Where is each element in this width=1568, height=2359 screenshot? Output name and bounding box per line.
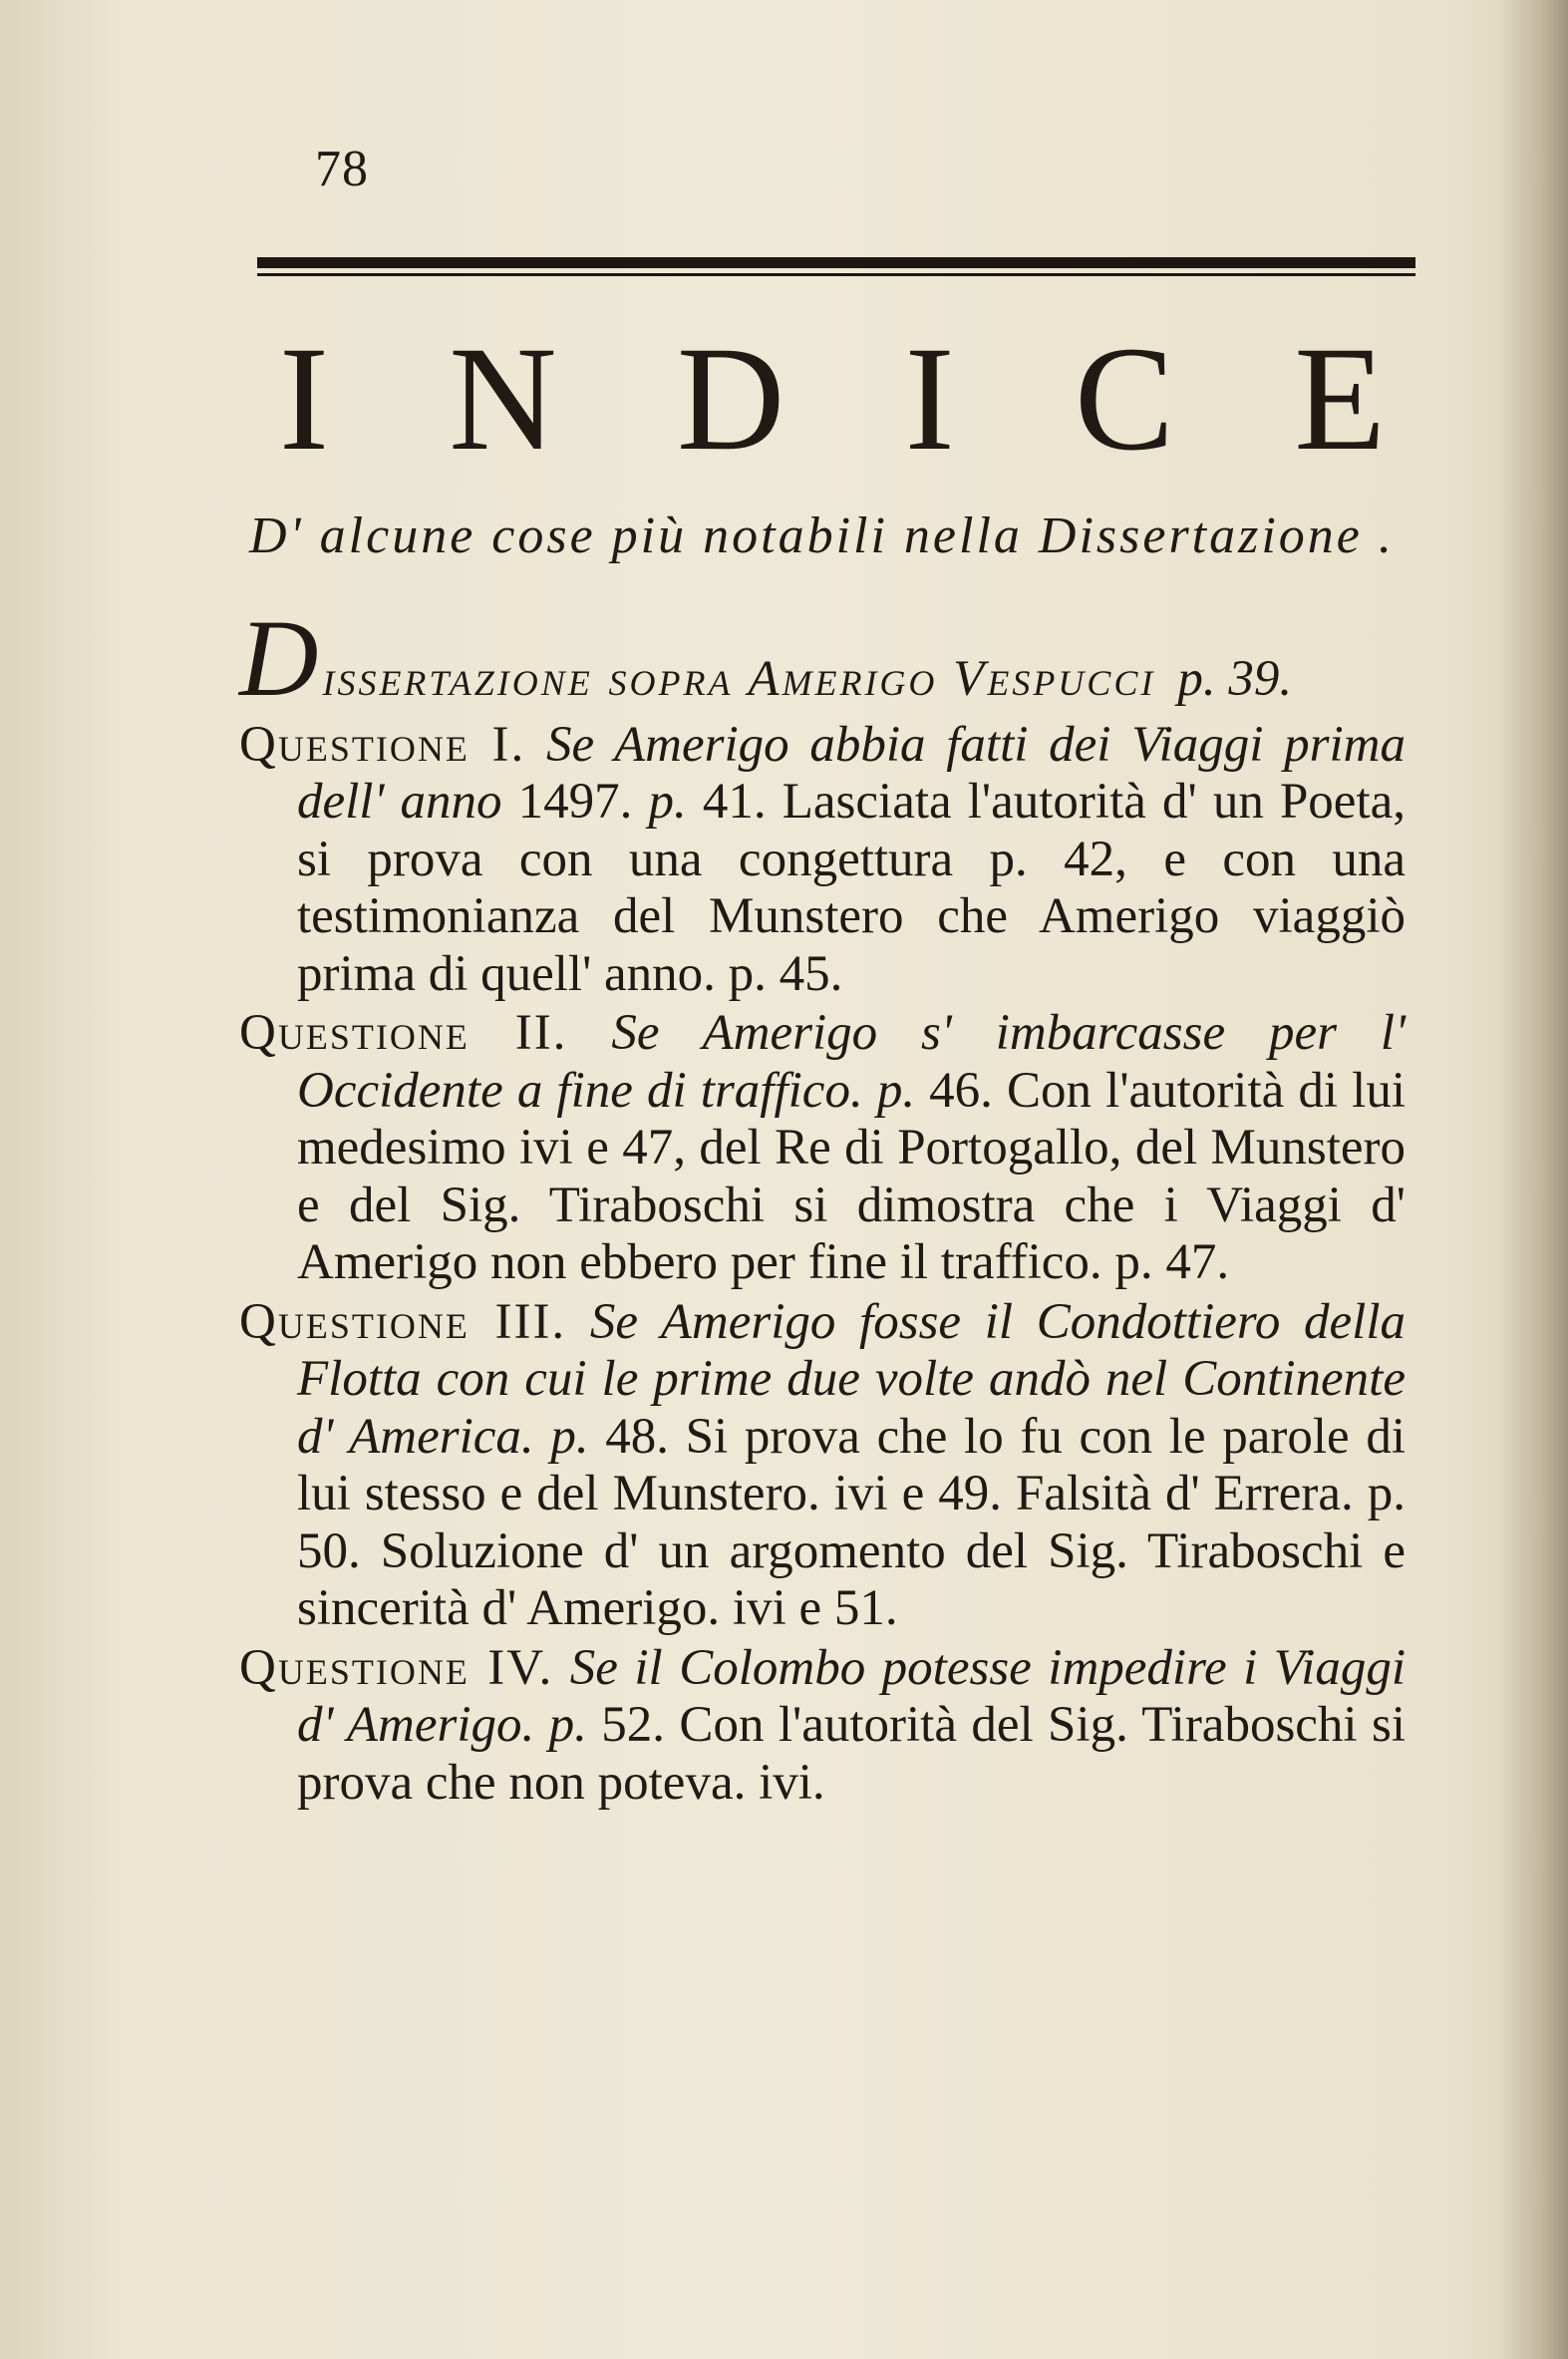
page-number: 78 [315, 141, 369, 197]
index-body [239, 597, 1407, 1814]
subtitle: D' alcune cose più notabili nella Dissertazione . [249, 507, 1395, 564]
question-title: Se Amerigo abbia fatti dei Viaggi prima dell' anno [297, 716, 1407, 830]
index-entry [239, 1640, 1406, 1813]
index-entry [239, 717, 1406, 1004]
page-ref: p. [648, 774, 687, 830]
page-ref: p. [548, 1697, 587, 1753]
heading-page: p. 39. [1177, 651, 1293, 707]
question-title: Se Amerigo s' imbarcasse per l' Occidente a fine di traffico. [297, 1005, 1406, 1119]
header-rule-thick [257, 257, 1415, 268]
header-rule-thin [257, 273, 1415, 276]
drop-cap: D [239, 597, 319, 719]
index-heading [239, 597, 1406, 719]
page-title [279, 309, 1386, 489]
title-letter: N [449, 316, 557, 482]
title-letter: D [676, 316, 785, 482]
page-ref: p. [550, 1408, 589, 1465]
question-label: Questione I. [239, 716, 526, 773]
title-letter: I [279, 316, 329, 482]
index-entry [239, 1294, 1406, 1638]
question-text: 46. Con l'autorità di lui medesimo ivi e 47, del Re di Portogallo, del Munstero e del Sig. Tiraboschi si dimostra che i Viaggi d' Amerigo non ebbero per fine il traffico. p. 47. [297, 1062, 1406, 1290]
title-letter: I [904, 316, 955, 482]
question-label: Questione IV. [239, 1639, 554, 1696]
question-text: 48. Si prova che lo fu con le parole di lui stesso e del Munstero. ivi e 49. Falsità d' Errera. p. 50. Soluzione d' un argomento del Sig. Tiraboschi e sincerità d' Amerigo. ivi e 51. [297, 1408, 1406, 1636]
title-letter: E [1294, 316, 1386, 482]
question-label: Questione II. [239, 1005, 568, 1061]
heading-text: issertazione sopra Amerigo Vespucci [322, 651, 1156, 707]
title-letter: C [1074, 316, 1174, 482]
question-title: Se il Colombo potesse impedire i Viaggi d' Amerigo. [297, 1639, 1407, 1753]
page-edge-shadow [1498, 0, 1568, 2359]
page-ref: p. [876, 1062, 916, 1119]
question-text: 52. Con l'autorità del Sig. Tiraboschi si prova che non poteva. ivi. [297, 1697, 1407, 1811]
index-entry [239, 1005, 1406, 1292]
question-text: 41. Lasciata l'autorità d' un Poeta, si prova con una congettura p. 42, e con una testimonianza del Munstero che Amerigo viaggiò prima di quell' anno. p. 45. [297, 774, 1406, 1002]
question-label: Questione III. [239, 1293, 567, 1350]
question-year: 1497. [517, 774, 633, 830]
question-title: Se Amerigo fosse il Condottiero della Flotta con cui le prime due volte andò nel Continente d' America. [297, 1293, 1406, 1465]
